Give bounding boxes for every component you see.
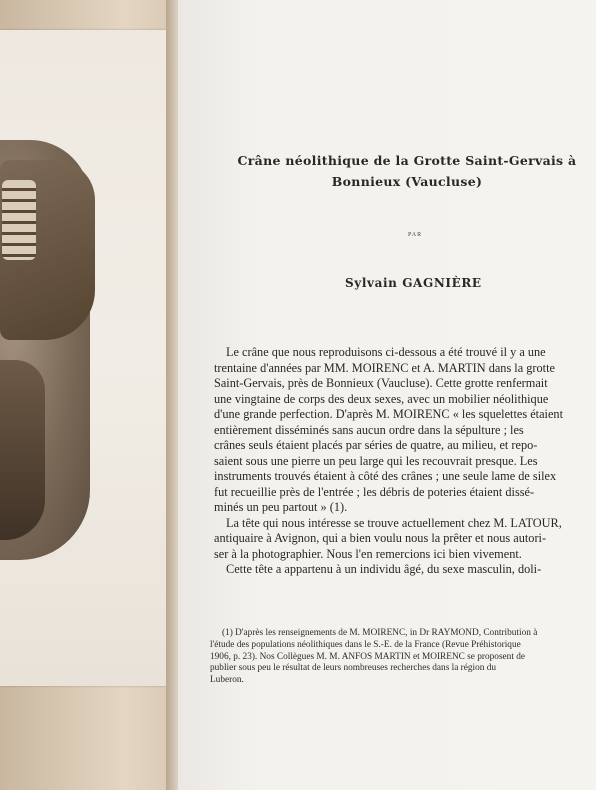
article-body	[214, 345, 596, 578]
footnote-line: (1) D'après les renseignements de M. MOIRENC, in Dr RAYMOND, Contribution à	[222, 628, 538, 638]
body-line: Cette tête a appartenu à un individu âgé, du sexe masculin, doli-	[226, 562, 542, 576]
article-title	[218, 150, 596, 192]
author-name: Sylvain GAGNIÈRE	[345, 276, 482, 290]
footnote	[210, 628, 596, 687]
body-line: entièrement disséminés sans aucun ordre dans la sépulture ; les	[214, 422, 524, 437]
body-line: trentaine d'années par MM. MOIRENC et A. MARTIN dans la grotte	[214, 360, 555, 375]
body-line: fut recueillie près de l'entrée ; les débris de poteries étaient dissé-	[214, 484, 535, 499]
body-line: Saint-Gervais, près de Bonnieux (Vaucluse). Cette grotte renfermait	[214, 376, 548, 390]
skull-teeth	[2, 180, 36, 260]
footnote-line: l'étude des populations néolithiques dans le S.-E. de la France (Revue Préhistorique	[210, 639, 521, 650]
left-page-photo	[0, 0, 178, 790]
body-line: d'une grande perfection. D'après M. MOIRENC « les squelettes étaient	[214, 407, 563, 421]
body-line: une vingtaine de corps des deux sexes, avec un mobilier néolithique	[214, 391, 549, 406]
title-line-2: Bonnieux (Vaucluse)	[331, 174, 483, 189]
body-line: crânes seuls étaient placés par séries de quatre, au milieu, et repo-	[214, 438, 538, 452]
skull-photograph	[0, 30, 166, 686]
footnote-line: 1906, p. 23). Nos Collègues M. M. ANFOS MARTIN et MOIRENC se proposent de	[210, 651, 526, 662]
body-line: La tête qui nous intéresse se trouve actuellement chez M. LATOUR,	[226, 515, 562, 530]
body-line: Le crâne que nous reproduisons ci-dessous a été trouvé il y a une	[226, 345, 546, 359]
body-line: ser à la photographier. Nous l'en remercions ici bien vivement.	[214, 546, 522, 561]
skull-lower	[0, 360, 45, 540]
body-line: minés un peu partout » (1).	[214, 500, 348, 514]
body-line: saient sous une pierre un peu large qui les recouvrait presque. Les	[214, 453, 538, 468]
footnote-line: publier sous peu le résultat de leurs nombreuses recherches dans la région du	[210, 663, 497, 674]
by-label: PAR	[408, 232, 423, 238]
body-line: antiquaire à Avignon, qui a bien voulu nous la prêter et nous autori-	[214, 531, 547, 545]
footnote-line: Luberon.	[210, 675, 244, 686]
body-line: instruments trouvés étaient à côté des crânes ; une seule lame de silex	[214, 469, 557, 483]
title-line-1: Crâne néolithique de la Grotte Saint-Gervais à	[237, 153, 577, 168]
